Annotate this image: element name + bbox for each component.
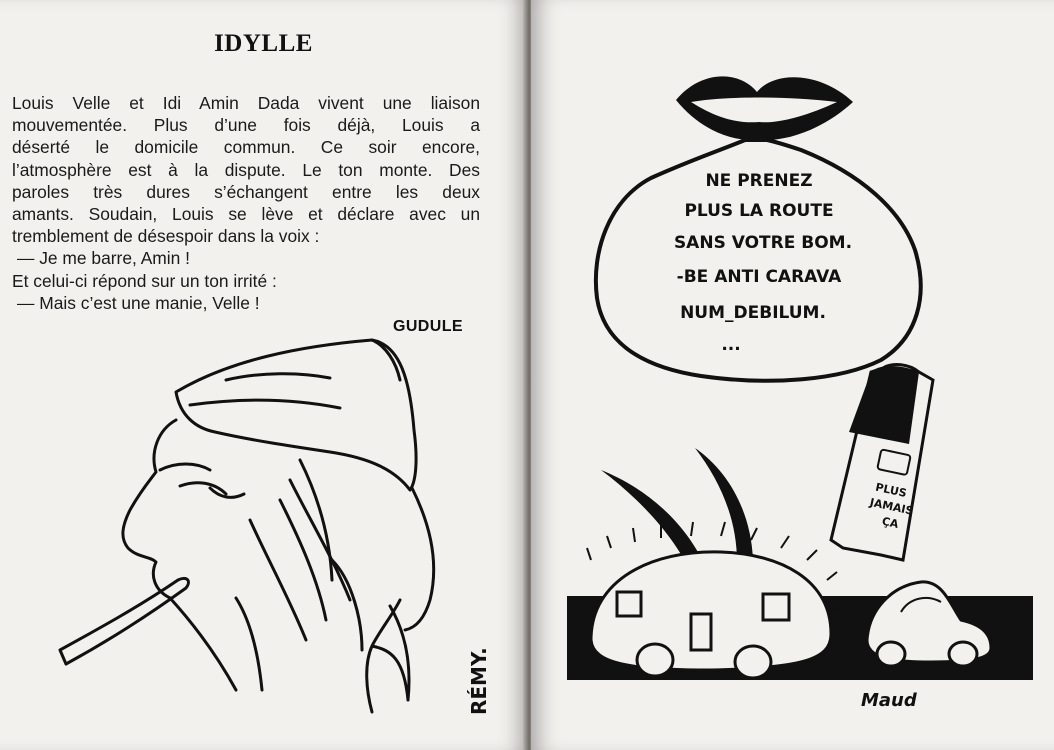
story-line: Louis Velle et Idi Amin Dada vivent une liaison (12, 93, 480, 113)
can-label: ÇA (880, 514, 900, 531)
pipe (60, 578, 188, 664)
tassel-string (405, 488, 434, 630)
illustration-signature: Maud (861, 690, 917, 711)
spray-can (831, 365, 933, 560)
face-profile (123, 420, 176, 598)
lips-icon (676, 76, 853, 140)
story-line: tremblement de désespoir dans la voix : (12, 226, 320, 247)
bubble-line: -BE ANTI CARAVA (676, 267, 842, 287)
bubble-line: ... (721, 335, 741, 355)
story-line: Et celui-ci répond sur un ton irrité : (12, 270, 277, 291)
nightcap-outline (176, 340, 416, 490)
story-line: amants. Soudain, Louis se lève et déclare avec un (12, 204, 480, 225)
right-page (531, 0, 1054, 750)
bubble-line: NUM_DEBILUM. (680, 303, 826, 323)
bubble-line: NE PRENEZ (705, 171, 813, 191)
bubble-line: PLUS LA ROUTE (684, 201, 834, 221)
illustration-signature: RÉMY. (467, 647, 491, 715)
story-dialogue-line: — Mais c’est une manie, Velle ! (17, 292, 260, 313)
story-line: paroles très dures s’échangent entre les deux (12, 181, 480, 202)
story-line: l’atmosphère est à la dispute. Le ton monte. Des (12, 159, 480, 180)
story-line: mouvementée. Plus d’une fois déjà, Louis a (12, 115, 480, 136)
tassel (367, 600, 409, 712)
bubble-line: SANS VOTRE BOM. (673, 233, 853, 253)
story-line: déserté le domicile commun. Ce soir encore, (12, 137, 480, 158)
beard (170, 480, 350, 690)
caravan (587, 522, 843, 678)
story-dialogue-line: — Je me barre, Amin ! (17, 248, 190, 269)
can-label: JAMAIS (868, 495, 915, 518)
author-name: GUDULE (393, 318, 463, 335)
can-label: PLUS (874, 480, 908, 500)
cartoon-illustration (531, 0, 1054, 750)
page-title: IDYLLE (214, 30, 313, 57)
small-car (867, 582, 991, 666)
